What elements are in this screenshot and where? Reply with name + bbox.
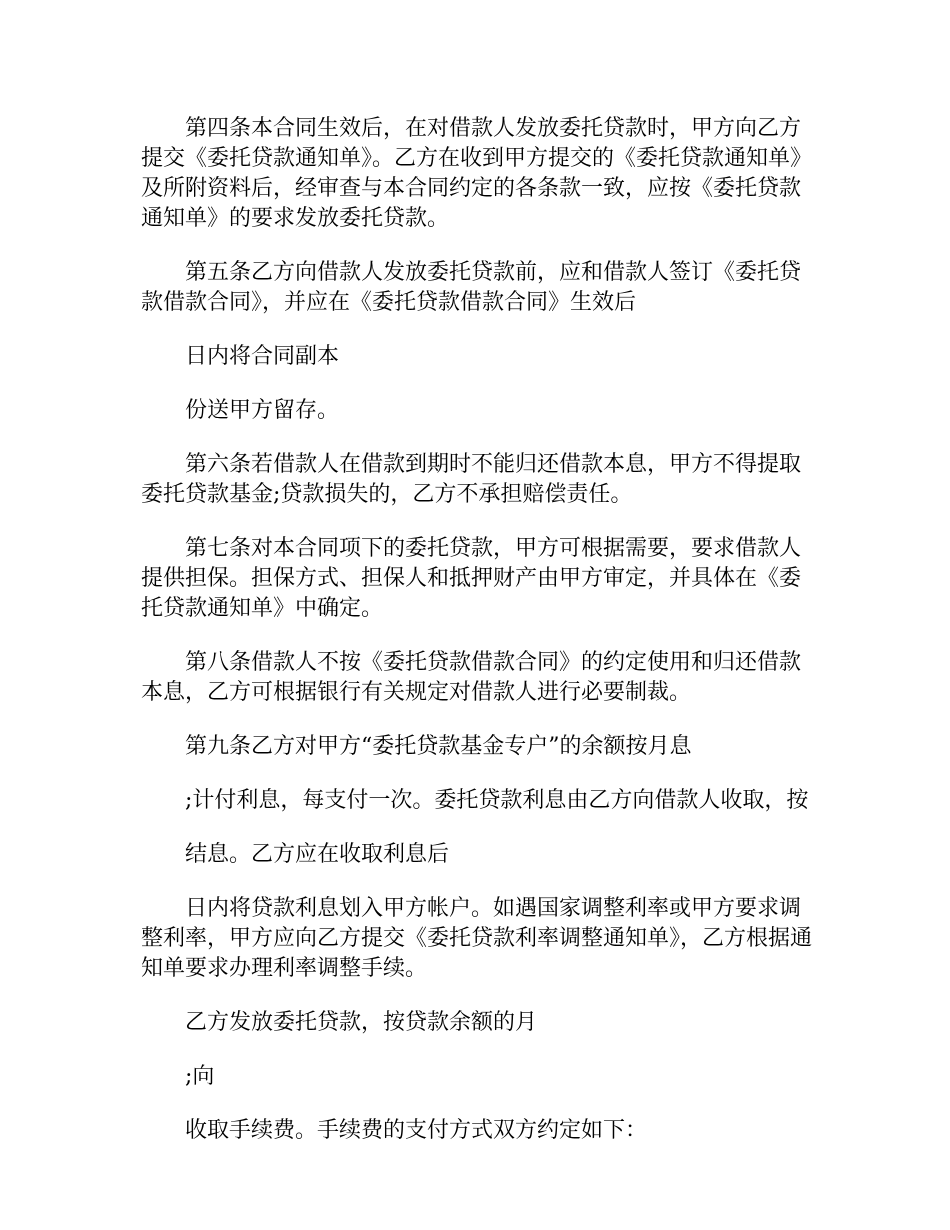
paragraph-article-5: 第五条乙方向借款人发放委托贷款前，应和借款人签订《委托贷款借款合同》，并应在《委托贷款借款合同》生效后 bbox=[141, 260, 802, 315]
paragraph-article-8: 第八条借款人不按《委托贷款借款合同》的约定使用和归还借款本息，乙方可根据银行有关规定对借款人进行必要制裁。 bbox=[141, 650, 802, 705]
paragraph-copy-days: 日内将合同副本 bbox=[185, 344, 340, 369]
paragraph-fee-payer: ;向 bbox=[185, 1064, 215, 1089]
paragraph-fee-rate: 乙方发放委托贷款，按贷款余额的月 bbox=[185, 1010, 538, 1035]
paragraph-article-4: 第四条本合同生效后，在对借款人发放委托贷款时，甲方向乙方提交《委托贷款通知单》。乙方在收到甲方提交的《委托贷款通知单》及所附资料后，经审查与本合同约定的各条款一致，应按《委托贷款通知单》的要求发放委托贷款。 bbox=[141, 116, 813, 231]
paragraph-article-9: 第九条乙方对甲方“委托贷款基金专户”的余额按月息 bbox=[185, 734, 692, 759]
paragraph-interest-payment: ;计付利息，每支付一次。委托贷款利息由乙方向借款人收取，按 bbox=[185, 788, 809, 813]
paragraph-fee-method: 收取手续费。手续费的支付方式双方约定如下： bbox=[185, 1118, 648, 1143]
document-body bbox=[141, 114, 821, 1170]
paragraph-settlement: 结息。乙方应在收取利息后 bbox=[185, 842, 450, 867]
paragraph-interest-transfer: 日内将贷款利息划入甲方帐户。如遇国家调整利率或甲方要求调整利率，甲方应向乙方提交《委托贷款利率调整通知单》，乙方根据通知单要求办理利率调整手续。 bbox=[141, 896, 813, 981]
paragraph-article-6: 第六条若借款人在借款到期时不能归还借款本息，甲方不得提取委托贷款基金;贷款损失的，乙方不承担赔偿责任。 bbox=[141, 452, 802, 507]
paragraph-article-7: 第七条对本合同项下的委托贷款，甲方可根据需要，要求借款人提供担保。担保方式、担保人和抵押财产由甲方审定，并具体在《委托贷款通知单》中确定。 bbox=[141, 536, 802, 621]
paragraph-copy-count: 份送甲方留存。 bbox=[185, 398, 340, 423]
